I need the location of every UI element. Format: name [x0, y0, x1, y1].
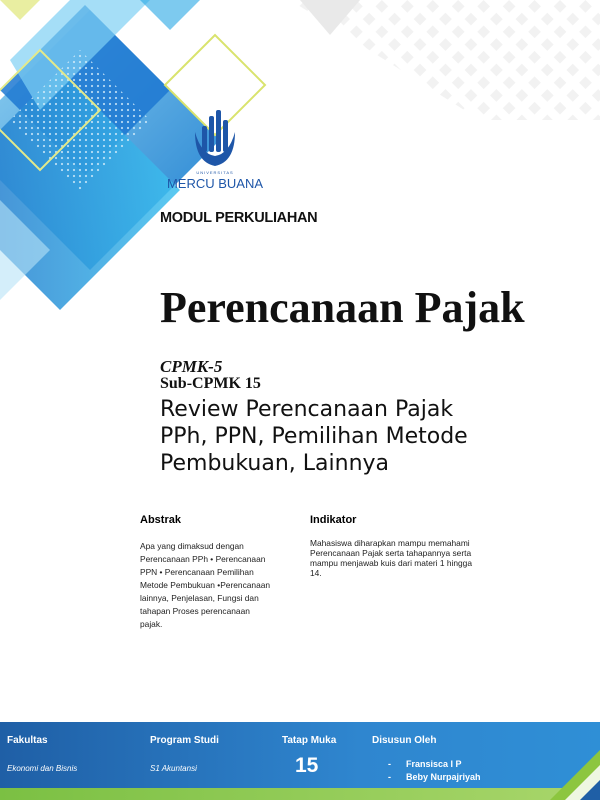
sub-cpmk-label: Sub-CPMK 15: [160, 375, 261, 392]
author-bullet: -: [388, 772, 391, 782]
abstract-line: Metode Pembukuan •Perencanaan: [140, 580, 271, 590]
tatap-muka-value: 15: [295, 754, 319, 777]
author-name: Fransisca I P: [406, 759, 462, 769]
cpmk-label: CPMK-5: [160, 357, 223, 376]
corner-decoration: [510, 744, 600, 800]
author-name: Beby Nurpajriyah: [406, 772, 481, 782]
abstract-line: PPN • Perencanaan Pemilihan: [140, 567, 254, 577]
tatap-muka-label: Tatap Muka: [282, 735, 337, 746]
subtitle: [160, 396, 580, 477]
subtitle-line: Pembukuan, Lainnya: [160, 451, 390, 476]
prodi-label: Program Studi: [150, 735, 219, 746]
indikator-line: Mahasiswa diharapkan mampu memahami: [310, 538, 470, 548]
fakultas-label: Fakultas: [7, 735, 48, 746]
subtitle-line: PPh, PPN, Pemilihan Metode: [160, 424, 468, 449]
indikator-line: 14.: [310, 568, 322, 578]
abstract-line: Apa yang dimaksud dengan: [140, 541, 244, 551]
university-logo: [160, 110, 270, 195]
abstract-line: tahapan Proses perencanaan: [140, 606, 250, 616]
abstract-line: lainnya, Penjelasan, Fungsi dan: [140, 593, 259, 603]
indikator-line: Perencanaan Pajak serta tahapannya serta: [310, 548, 472, 558]
module-label: MODUL PERKULIAHAN: [160, 210, 318, 226]
authors-list: [388, 758, 481, 784]
abstract-line: Perencanaan PPh • Perencanaan: [140, 554, 266, 564]
prodi-value: S1 Akuntansi: [150, 764, 197, 773]
indikator-line: mampu menjawab kuis dari materi 1 hingga: [310, 558, 472, 568]
subtitle-line: Review Perencanaan Pajak: [160, 397, 454, 422]
fakultas-value: Ekonomi dan Bisnis: [7, 764, 78, 773]
abstract-heading: Abstrak: [140, 514, 181, 526]
abstract-line: pajak.: [140, 619, 163, 629]
author-item: [388, 758, 481, 771]
logo-emblem-icon: [193, 110, 237, 168]
author-item: [388, 771, 481, 784]
indikator-body: [310, 538, 492, 578]
indikator-heading: Indikator: [310, 514, 357, 526]
logo-name: MERCU BUANA: [166, 176, 264, 191]
disusun-label: Disusun Oleh: [372, 735, 437, 746]
abstract-body: [140, 540, 298, 631]
page-title: Perencanaan Pajak: [160, 283, 525, 332]
logo-small-text: UNIVERSITAS: [196, 170, 234, 175]
author-bullet: -: [388, 759, 391, 769]
footer: [0, 722, 600, 800]
